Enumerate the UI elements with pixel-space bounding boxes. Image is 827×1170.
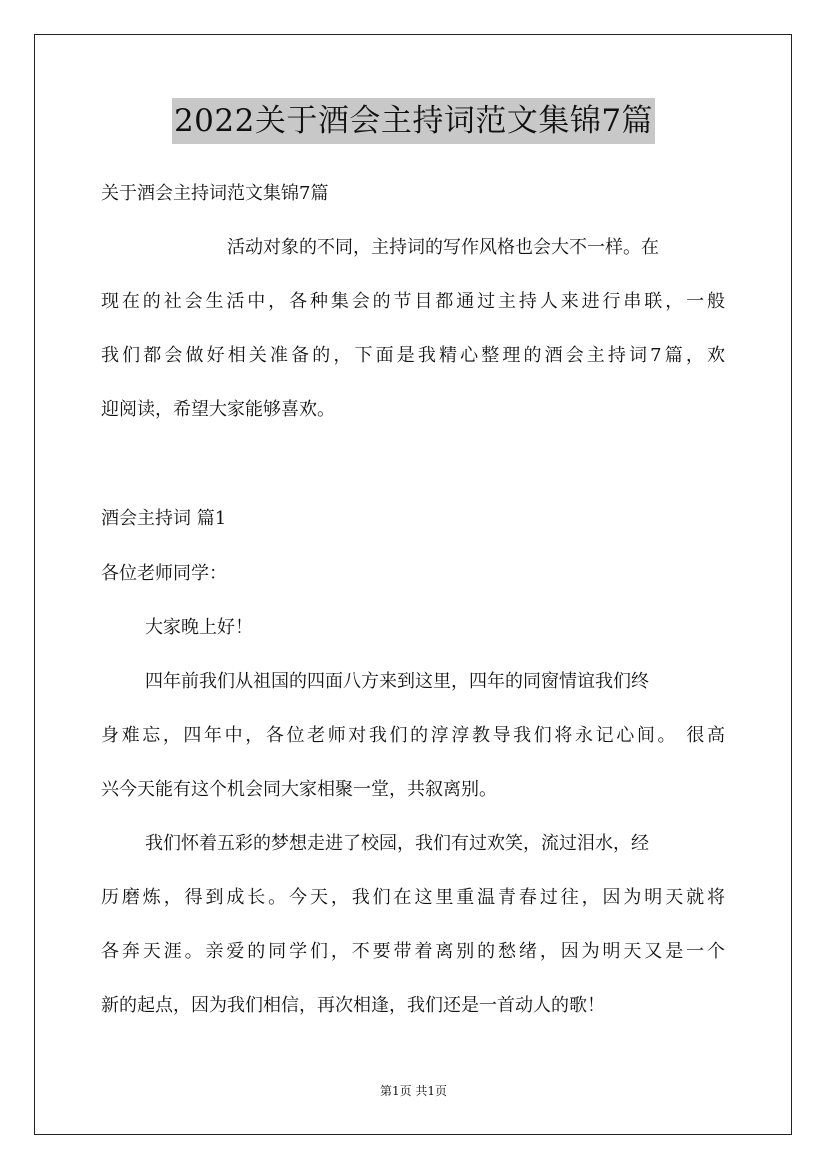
intro-line: 活动对象的不同，主持词的写作风格也会大不一样。在 xyxy=(227,237,659,258)
paragraph-line: 我们怀着五彩的梦想走进了校园，我们有过欢笑，流过泪水，经 xyxy=(145,833,649,854)
paragraph-line: 新的起点，因为我们相信，再次相逢，我们还是一首动人的歌！ xyxy=(101,995,605,1016)
document-title: 2022关于酒会主持词范文集锦7篇 xyxy=(172,98,655,144)
section-heading: 酒会主持词 篇1 xyxy=(101,508,227,529)
page-footer: 第1页 共1页 xyxy=(379,1084,448,1098)
salutation: 各位老师同学： xyxy=(101,563,227,584)
paragraph-line: 四年前我们从祖国的四面八方来到这里，四年的同窗情谊我们终 xyxy=(145,671,649,692)
greeting: 大家晚上好！ xyxy=(145,617,253,638)
title-wrap xyxy=(0,98,827,144)
paragraph-line: 兴今天能有这个机会同大家相聚一堂，共叙离别。 xyxy=(101,779,497,800)
paragraph-line: 身难忘，四年中，各位老师对我们的淳淳教导我们将永记心间。 很高 xyxy=(101,725,725,746)
intro-line: 现在的社会生活中，各种集会的节目都通过主持人来进行串联，一般 xyxy=(101,291,725,312)
document-subtitle: 关于酒会主持词范文集锦7篇 xyxy=(101,183,329,204)
paragraph-line: 历磨炼，得到成长。今天，我们在这里重温青春过往，因为明天就将 xyxy=(101,887,725,908)
intro-line: 我们都会做好相关准备的，下面是我精心整理的酒会主持词7篇，欢 xyxy=(101,345,725,366)
intro-line: 迎阅读，希望大家能够喜欢。 xyxy=(101,399,335,420)
paragraph-line: 各奔天涯。亲爱的同学们，不要带着离别的愁绪，因为明天又是一个 xyxy=(101,941,725,962)
